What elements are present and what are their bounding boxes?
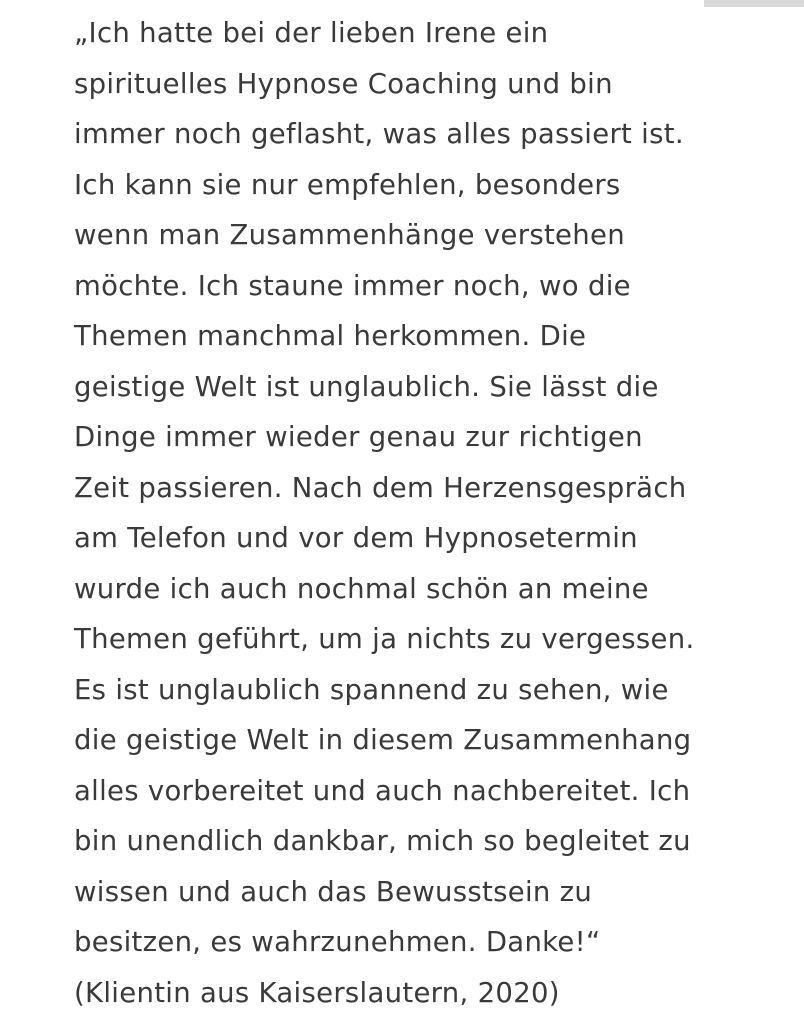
quote-line: immer noch geflasht, was alles passiert ist. <box>74 118 684 150</box>
quote-line: bin unendlich dankbar, mich so begleitet zu <box>74 825 691 857</box>
quote-line: Es ist unglaublich spannend zu sehen, wie <box>74 673 669 706</box>
quote-line: alles vorbereitet und auch nachbereitet. Ich <box>74 774 691 807</box>
quote-line: Dinge immer wieder genau zur richtigen <box>74 421 643 453</box>
quote-line: Zeit passieren. Nach dem Herzensgespräch <box>74 471 687 504</box>
quote-line: Themen geführt, um ja nichts zu vergessen. <box>74 623 695 655</box>
top-right-tab <box>704 0 804 7</box>
quote-line: spirituelles Hypnose Coaching und bin <box>74 67 613 100</box>
quote-line: am Telefon und vor dem Hypnosetermin <box>74 522 638 554</box>
quote-line: geistige Welt ist unglaublich. Sie lässt die <box>74 370 659 403</box>
quote-line: wissen und auch das Bewusstsein zu <box>74 875 593 908</box>
testimonial-quote <box>74 8 774 1018</box>
quote-line: möchte. Ich staune immer noch, wo die <box>74 269 631 302</box>
quote-line: Ich kann sie nur empfehlen, besonders <box>74 168 621 201</box>
quote-attribution: (Klientin aus Kaiserslautern, 2020) <box>74 976 560 1009</box>
quote-line: Themen manchmal herkommen. Die <box>74 320 587 352</box>
quote-line: besitzen, es wahrzunehmen. Danke!“ <box>74 926 601 958</box>
quote-line: „Ich hatte bei der lieben Irene ein <box>74 17 549 49</box>
quote-line: wurde ich auch nochmal schön an meine <box>74 572 649 605</box>
quote-line: wenn man Zusammenhänge verstehen <box>74 219 625 251</box>
quote-line: die geistige Welt in diesem Zusammenhang <box>74 724 692 756</box>
